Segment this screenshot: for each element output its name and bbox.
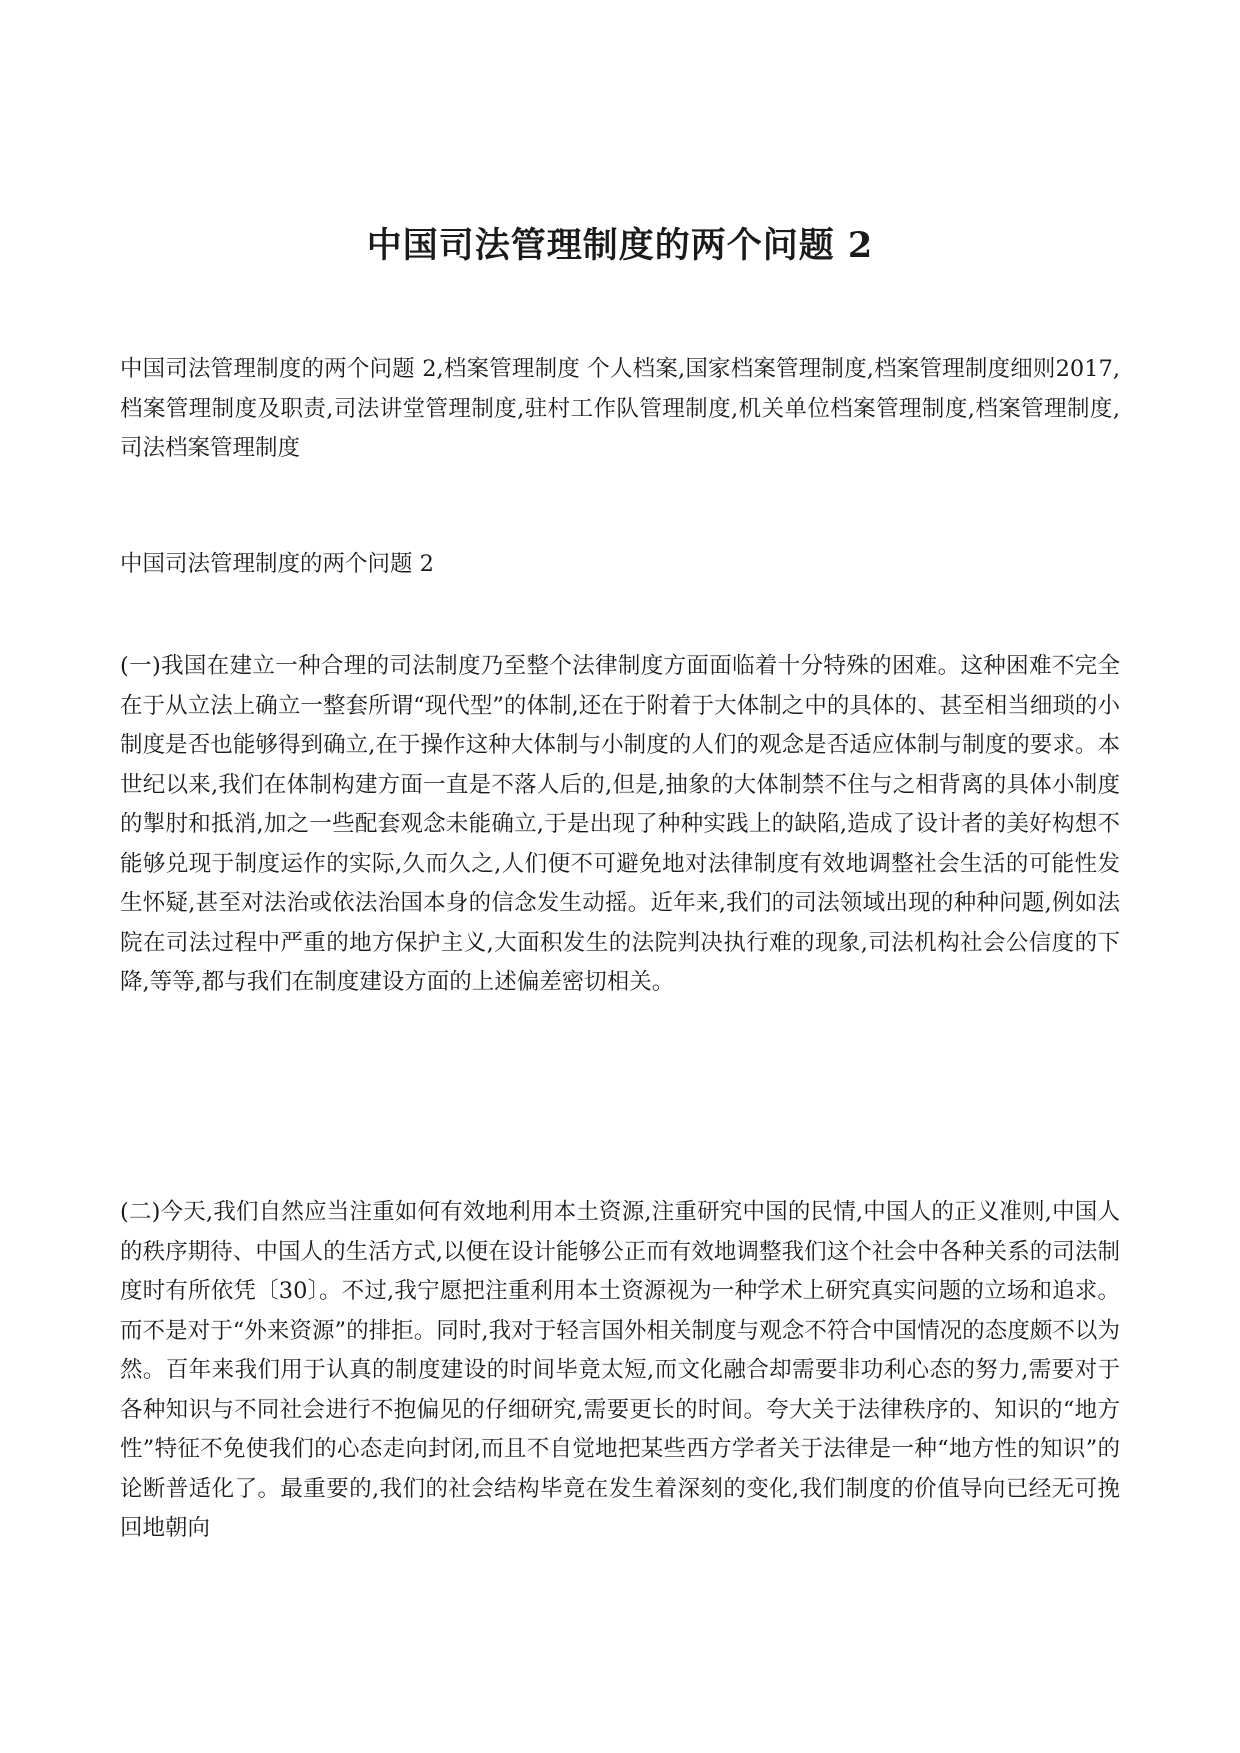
section-heading: 中国司法管理制度的两个问题 2 xyxy=(120,551,434,577)
body-paragraph-2: (二)今天,我们自然应当注重如何有效地利用本土资源,注重研究中国的民情,中国人的正义准则,中国人的秩序期待、中国人的生活方式,以便在设计能够公正而有效地调整我们这个社会中各种关系的司法制度时有所依凭〔30〕。不过,我宁愿把注重利用本土资源视为一种学术上研究真实问题的立场和追求。而不是对于“外来资源”的排拒。同时,我对于轻言国外相关制度与观念不符合中国情况的态度颇不以为然。百年来我们用于认真的制度建设的时间毕竟太短,而文化融合却需要非功利心态的努力,需要对于各种知识与不同社会进行不抱偏见的仔细研究,需要更长的时间。夸大关于法律秩序的、知识的“地方性”特征不免使我们的心态走向封闭,而且不自觉地把某些西方学者关于法律是一种“地方性的知识”的论断普适化了。最重要的,我们的社会结构毕竟在发生着深刻的变化,我们制度的价值导向已经无可挽回地朝向 xyxy=(120,1199,1120,1541)
keywords-paragraph: 中国司法管理制度的两个问题 2,档案管理制度 个人档案,国家档案管理制度,档案管理制度细则2017,档案管理制度及职责,司法讲堂管理制度,驻村工作队管理制度,机关单位档案管理制度,档案管理制度,司法档案管理制度 xyxy=(120,356,1120,461)
page-title: 中国司法管理制度的两个问题 2 xyxy=(366,225,874,266)
body-paragraph-1: (一)我国在建立一种合理的司法制度乃至整个法律制度方面面临着十分特殊的困难。这种困难不完全在于从立法上确立一整套所谓“现代型”的体制,还在于附着于大体制之中的具体的、甚至相当细琐的小制度是否也能够得到确立,在于操作这种大体制与小制度的人们的观念是否适应体制与制度的要求。本世纪以来,我们在体制构建方面一直是不落人后的,但是,抽象的大体制禁不住与之相背离的具体小制度的掣肘和抵消,加之一些配套观念未能确立,于是出现了种种实践上的缺陷,造成了设计者的美好构想不能够兑现于制度运作的实际,久而久之,人们便不可避免地对法律制度有效地调整社会生活的可能性发生怀疑,甚至对法治或依法治国本身的信念发生动摇。近年来,我们的司法领域出现的种种问题,例如法院在司法过程中严重的地方保护主义,大面积发生的法院判决执行难的现象,司法机构社会公信度的下降,等等,都与我们在制度建设方面的上述偏差密切相关。 xyxy=(120,653,1120,995)
